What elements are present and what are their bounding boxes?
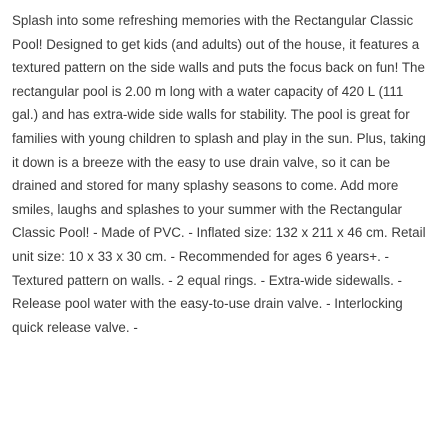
product-description: Splash into some refreshing memories with the Rectangular Classic Pool! Designed to get kids (and adults) out of the house, it features a textured pattern on the side walls and puts the focus back on fun! The rectangular pool is 2.00 m long with a water capacity of 420 L (111 gal.) and has extra-wide side walls for stability. The pool is great for families with young children to splash and play in the sun. Plus, taking it down is a breeze with the easy to use drain valve, so it can be drained and stored for many splashy seasons to come. Add more smiles, laughs and splashes to your summer with the Rectangular Classic Pool! - Made of PVC. - Inflated size: 132 x 211 x 46 cm. Retail unit size: 10 x 33 x 30 cm. - Recommended for ages 6 years+. - Textured pattern on walls. - 2 equal rings. - Extra-wide sidewalls. - Release pool water with the easy-to-use drain valve. - Interlocking quick release valve. - xyxy=(12,13,426,335)
